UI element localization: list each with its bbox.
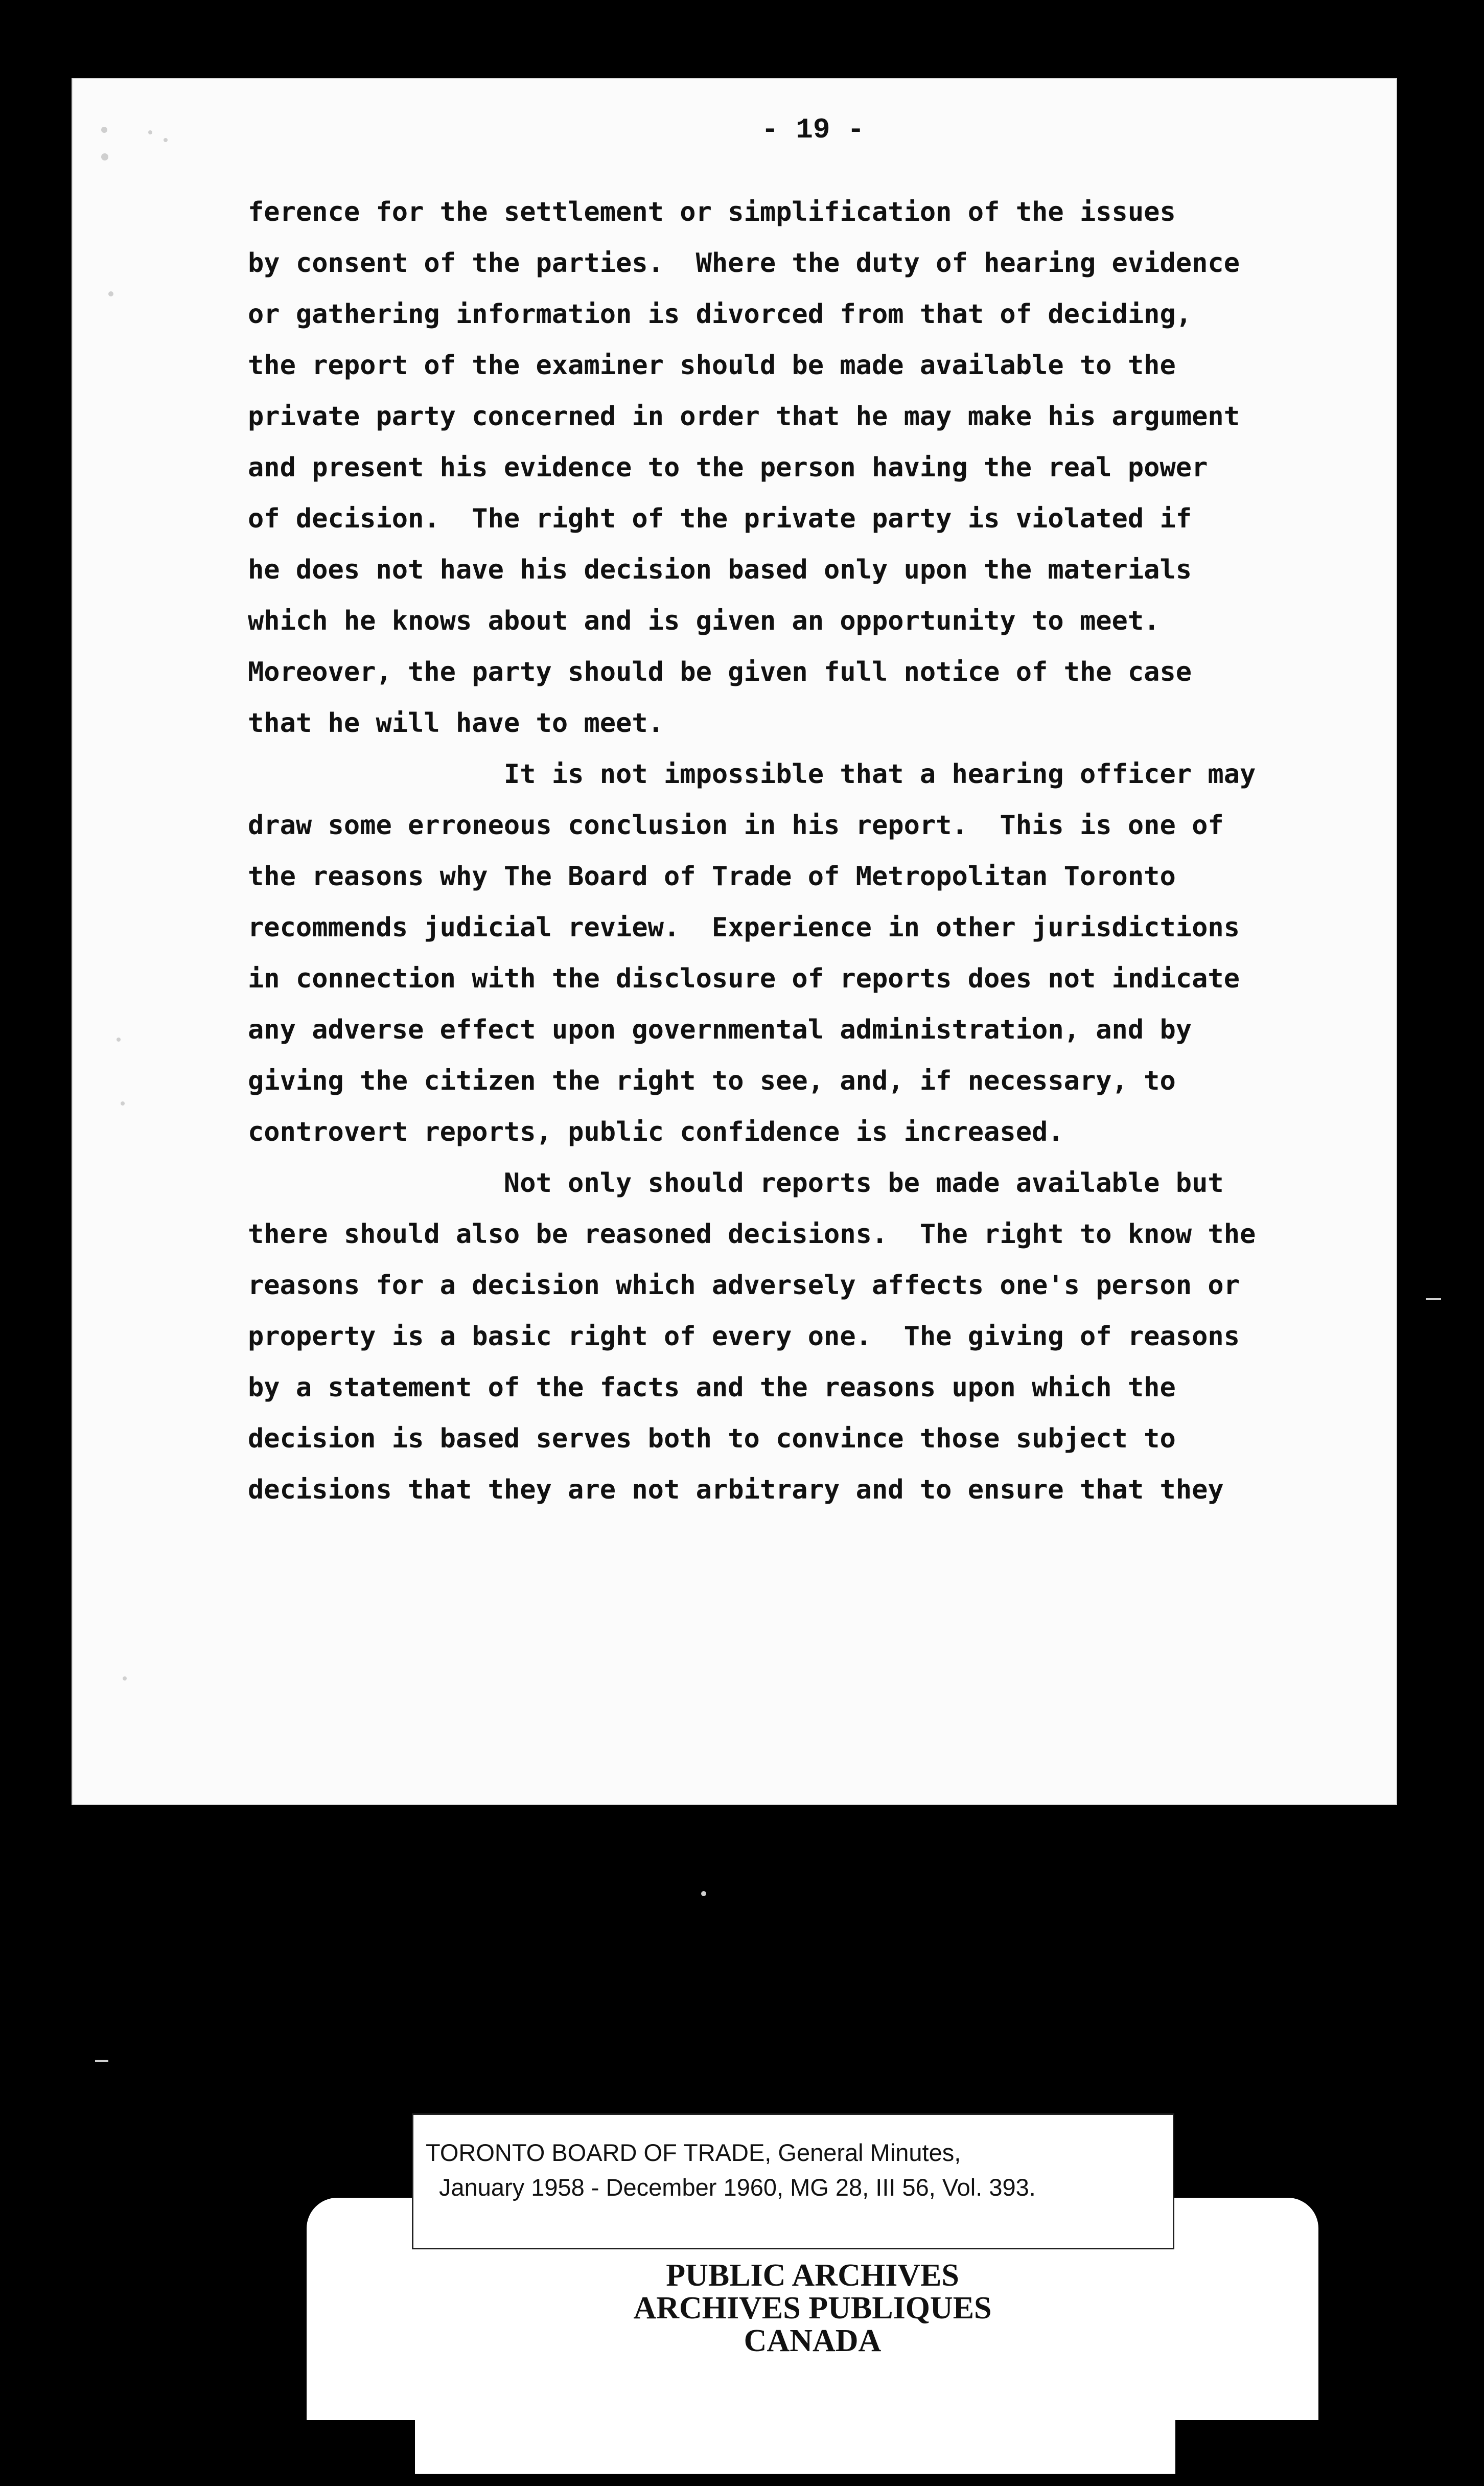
archive-stamp (307, 2239, 1318, 2420)
text-line: Moreover, the party should be given full notice of the case (248, 657, 1192, 687)
film-speck (148, 130, 152, 134)
text-line: ference for the settlement or simplification of the issues (248, 197, 1176, 227)
text-line: by consent of the parties. Where the duty of hearing evidence (248, 248, 1240, 279)
archive-stamp-line: PUBLIC ARCHIVES (666, 2258, 959, 2293)
text-line: decisions that they are not arbitrary and to ensure that they (248, 1475, 1224, 1505)
archive-label-line: January 1958 - December 1960, MG 28, III 56, Vol. 393. (439, 2174, 1036, 2201)
text-line: of decision. The right of the private party is violated if (248, 503, 1192, 534)
text-line: decision is based serves both to convince those subject to (248, 1423, 1176, 1454)
text-line: It is not impossible that a hearing officer may (248, 759, 1256, 790)
text-line: the reasons why The Board of Trade of Metropolitan Toronto (248, 861, 1176, 892)
archive-stamp-line: ARCHIVES PUBLIQUES (633, 2291, 992, 2326)
archive-stamp-line: CANADA (744, 2323, 882, 2358)
film-speck (108, 291, 113, 296)
archive-card-bottom (415, 2402, 1175, 2474)
document-body-text (248, 187, 1347, 1515)
text-line: there should also be reasoned decisions. The right to know the (248, 1219, 1256, 1250)
text-line: giving the citizen the right to see, and, if necessary, to (248, 1066, 1176, 1096)
film-speck (101, 127, 107, 133)
text-line: the report of the examiner should be made available to the (248, 350, 1176, 381)
text-line: in connection with the disclosure of reports does not indicate (248, 963, 1240, 994)
film-speck (101, 153, 108, 160)
text-line: that he will have to meet. (248, 708, 664, 739)
text-line: recommends judicial review. Experience in other jurisdictions (248, 912, 1240, 943)
text-line: any adverse effect upon governmental administration, and by (248, 1015, 1192, 1045)
text-line: property is a basic right of every one. The giving of reasons (248, 1321, 1240, 1352)
text-line: which he knows about and is given an opportunity to meet. (248, 606, 1160, 636)
film-speck (121, 1101, 125, 1106)
text-line: he does not have his decision based only upon the materials (248, 555, 1192, 585)
film-edge-mark (95, 2060, 108, 2062)
text-line: or gathering information is divorced from that of deciding, (248, 299, 1192, 330)
text-line: private party concerned in order that he may make his argument (248, 401, 1240, 432)
film-speck (701, 1891, 706, 1896)
film-speck (164, 138, 168, 142)
archive-reference-label (412, 2113, 1174, 2249)
text-line: draw some erroneous conclusion in his report. This is one of (248, 810, 1224, 841)
text-line: reasons for a decision which adversely affects one's person or (248, 1270, 1240, 1301)
film-speck (123, 1676, 127, 1681)
archive-label-line: TORONTO BOARD OF TRADE, General Minutes, (426, 2139, 961, 2166)
text-line: controvert reports, public confidence is increased. (248, 1117, 1064, 1147)
text-line: Not only should reports be made available but (248, 1168, 1224, 1199)
page-number: - 19 - (761, 113, 865, 146)
film-edge-mark (1426, 1298, 1441, 1300)
text-line: by a statement of the facts and the reasons upon which the (248, 1372, 1176, 1403)
text-line: and present his evidence to the person having the real power (248, 452, 1208, 483)
film-speck (117, 1038, 121, 1042)
